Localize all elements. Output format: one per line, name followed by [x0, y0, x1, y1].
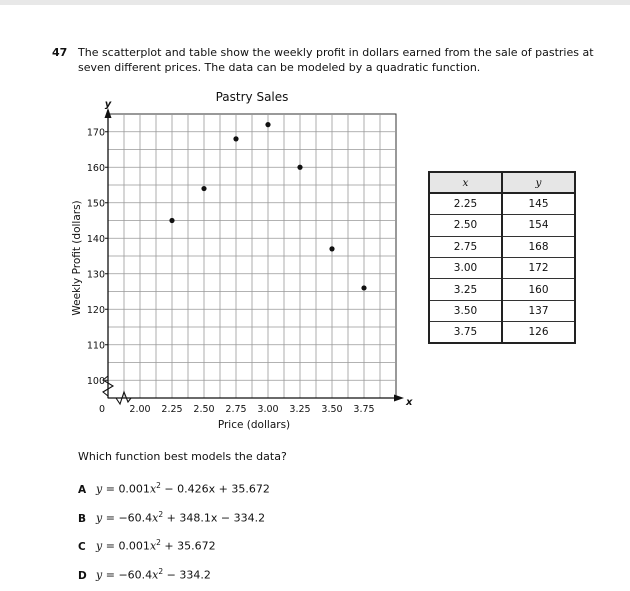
question-prompt: Which function best models the data? — [78, 450, 287, 463]
table-cell-y: 168 — [502, 236, 575, 257]
table-header-x: x — [429, 172, 502, 193]
choice-letter: C — [78, 540, 86, 553]
y-tick-label: 130 — [86, 269, 105, 281]
data-point — [233, 136, 238, 141]
choice-formula: $y = 0.001x^2 + 35.672$ — [96, 538, 216, 553]
choice-formula: $y = -60.4x^2 - 334.2$ — [96, 567, 211, 582]
data-point — [265, 122, 270, 127]
table-row — [429, 322, 575, 343]
y-tick-label: 120 — [86, 304, 105, 316]
y-tick-label: 110 — [86, 340, 105, 352]
table-cell-x: 3.00 — [429, 258, 502, 279]
table-row — [429, 279, 575, 300]
x-tick-label: 2.25 — [161, 404, 183, 415]
x-tick-label: 3.75 — [353, 404, 375, 415]
data-point — [297, 165, 302, 170]
table-row — [429, 258, 575, 279]
table-cell-y: 172 — [502, 258, 575, 279]
x-tick-label: 3.50 — [321, 404, 343, 415]
y-tick-label: 160 — [86, 162, 105, 174]
choice-formula: $y = -60.4x^2 + 348.1x - 334.2$ — [96, 510, 266, 525]
table-row — [429, 236, 575, 257]
y-axis-label: Weekly Profit (dollars) — [71, 200, 83, 316]
y-tick-label: 170 — [86, 127, 105, 139]
data-point — [361, 285, 366, 290]
x-axis-letter: x — [406, 397, 413, 408]
table-cell-x: 3.25 — [429, 279, 502, 300]
table-cell-x: 3.75 — [429, 322, 502, 343]
question-stem: The scatterplot and table show the weekly profit in dollars earned from the sale of pastries at seven different prices. The data can be modeled by a quadratic function. — [78, 46, 594, 74]
data-point — [169, 218, 174, 223]
y-tick-label: 150 — [86, 198, 105, 210]
data-point — [201, 186, 206, 191]
table-cell-x: 2.25 — [429, 193, 502, 214]
y-tick-label: 100 — [86, 375, 105, 387]
table-cell-y: 154 — [502, 215, 575, 236]
x-tick-label: 3.25 — [289, 404, 311, 415]
table-cell-y: 160 — [502, 279, 575, 300]
y-axis-letter: y — [104, 99, 112, 110]
x-tick-label: 3.00 — [257, 404, 279, 415]
x-tick-label: 2.00 — [129, 404, 151, 415]
choice-a[interactable] — [78, 481, 270, 496]
table-row — [429, 300, 575, 321]
choice-b[interactable] — [78, 510, 265, 525]
origin-label: 0 — [98, 404, 106, 415]
choice-letter: A — [78, 483, 87, 496]
table-cell-x: 3.50 — [429, 300, 502, 321]
table-cell-y: 137 — [502, 300, 575, 321]
choice-d[interactable] — [78, 567, 211, 582]
x-tick-label: 2.50 — [193, 404, 215, 415]
y-tick-label: 140 — [86, 233, 105, 245]
table-row — [429, 193, 575, 214]
x-tick-label: 2.75 — [225, 404, 247, 415]
table-cell-y: 126 — [502, 322, 575, 343]
choice-letter: D — [78, 569, 87, 582]
table-cell-y: 145 — [502, 193, 575, 214]
table-row — [429, 215, 575, 236]
x-axis-label: Price (dollars) — [217, 419, 291, 431]
table-cell-x: 2.75 — [429, 236, 502, 257]
data-point — [329, 246, 334, 251]
choice-c[interactable] — [78, 538, 216, 553]
table-header-row — [429, 172, 575, 193]
table-cell-x: 2.50 — [429, 215, 502, 236]
chart-title: Pastry Sales — [215, 90, 289, 104]
choice-letter: B — [78, 512, 87, 525]
data-table — [428, 171, 576, 344]
table-header-y: y — [502, 172, 575, 193]
question-number: 47 — [52, 46, 68, 59]
x-axis-arrow — [394, 395, 404, 402]
choice-formula: $y = 0.001x^2 - 0.426x + 35.672$ — [96, 481, 270, 496]
